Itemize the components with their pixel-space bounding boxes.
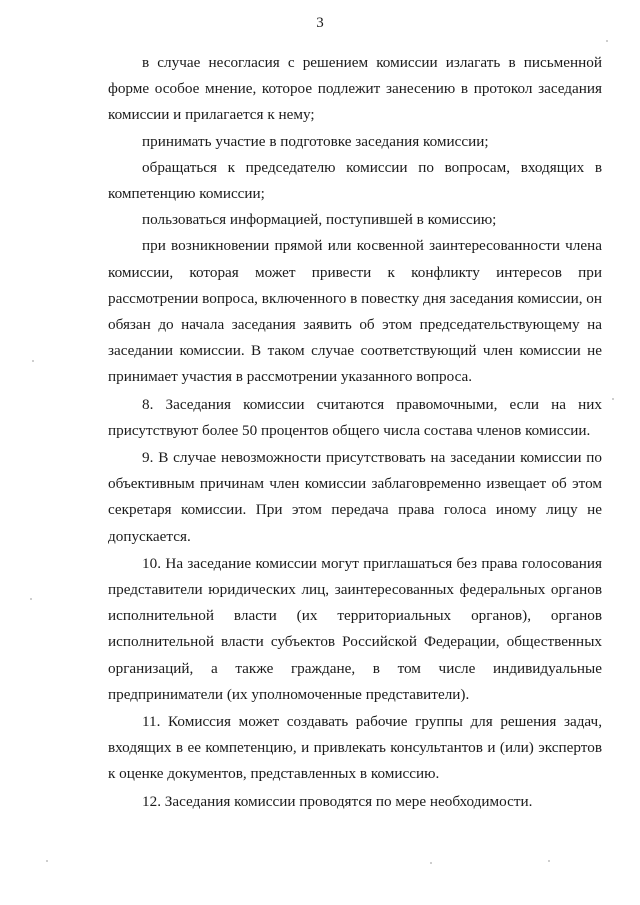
paragraph-prepare-meeting: принимать участие в подготовке заседания комиссии;	[142, 132, 489, 150]
scan-speck	[32, 360, 34, 362]
scan-speck	[430, 862, 432, 864]
paragraph-item-10: 10. На заседание комиссии могут приглашаться без права голосования представители юридических лиц, заинтересованных федеральных органов исполнительной власти (их территориальных органов), органов исполнительной власти субъектов Российской Федерации, общественных организаций, а также граждане, в том числе индивидуальные предприниматели (их уполномоченные представители).	[108, 554, 602, 703]
paragraph-item-12: 12. Заседания комиссии проводятся по мере необходимости.	[142, 792, 533, 810]
paragraph-item-9: 9. В случае невозможности присутствовать на заседании комиссии по объективным причинам член комиссии заблаговременно извещает об этом секретаря комиссии. При этом передача права голоса иному лицу не допускается.	[108, 449, 602, 545]
paragraph-item-11: 11. Комиссия может создавать рабочие группы для решения задач, входящих в ее компетенцию, и привлекать консультантов и (или) экспертов к оценке документов, представленных в комиссию.	[108, 713, 602, 783]
scan-speck	[46, 860, 48, 862]
document-body	[108, 50, 602, 815]
scan-speck	[548, 860, 550, 862]
paragraph-dissent-opinion: в случае несогласия с решением комиссии излагать в письменной форме особое мнение, которое подлежит занесению в протокол заседания комиссии и прилагается к нему;	[108, 54, 602, 124]
paragraph-use-information: пользоваться информацией, поступившей в комиссию;	[142, 211, 497, 229]
page-number: 3	[316, 15, 324, 31]
scan-speck	[30, 598, 32, 600]
paragraph-item-8: 8. Заседания комиссии считаются правомочными, если на них присутствуют более 50 процентов общего числа состава членов комиссии.	[108, 395, 602, 439]
scan-speck	[612, 398, 614, 400]
scan-speck	[606, 40, 608, 42]
paragraph-conflict-of-interest: при возникновении прямой или косвенной заинтересованности члена комиссии, которая может привести к конфликту интересов при рассмотрении вопроса, включенного в повестку дня заседания комиссии, он обязан до начала заседания заявить об этом председательствующему на заседании комиссии. В таком случае соответствующий член комиссии не принимает участия в рассмотрении указанного вопроса.	[108, 237, 603, 386]
paragraph-address-chairman: обращаться к председателю комиссии по вопросам, входящих в компетенцию комиссии;	[108, 158, 602, 203]
